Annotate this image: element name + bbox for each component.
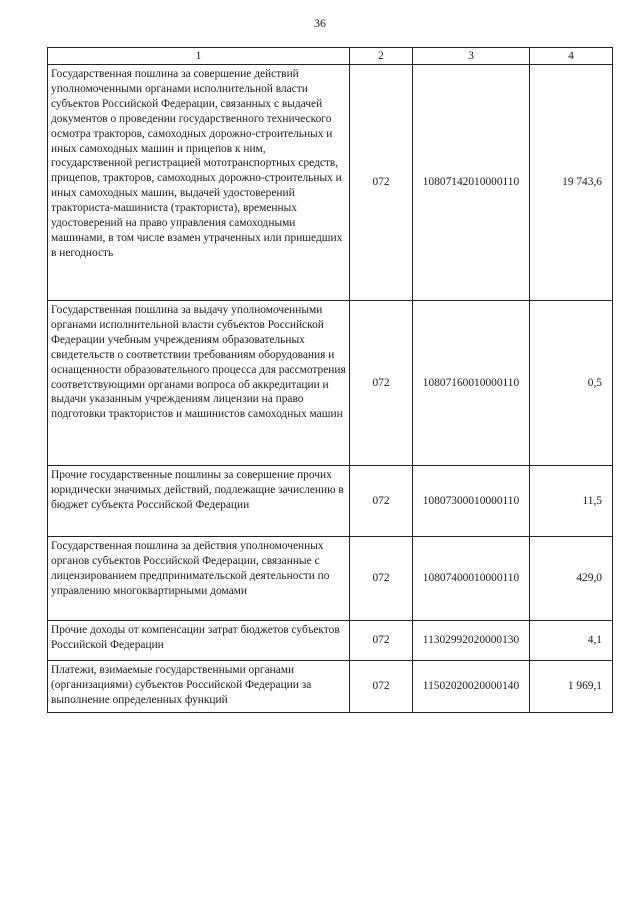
page-number: 36: [314, 16, 326, 30]
revenue-name: Платежи, взимаемые государственными органами (организациями) субъектов Российской Федерации за выполнение определенных функций: [51, 664, 312, 706]
kbk-cell: 10807142010000110: [413, 65, 530, 301]
revenue-table: [47, 47, 613, 713]
table-row: [48, 621, 613, 661]
revenue-name-cell: [48, 65, 350, 301]
admin-code-cell: 072: [350, 661, 413, 713]
revenue-name-cell: [48, 466, 350, 537]
amount-cell: 1 969,1: [530, 661, 613, 713]
table-header-row: [48, 48, 613, 65]
amount-cell: 11,5: [530, 466, 613, 537]
kbk-cell: 10807160010000110: [413, 301, 530, 466]
revenue-name-cell: [48, 621, 350, 661]
admin-code-cell: 072: [350, 537, 413, 621]
column-header-2: 2: [350, 48, 413, 65]
table-row: [48, 65, 613, 301]
table-row: [48, 537, 613, 621]
kbk-cell: 11302992020000130: [413, 621, 530, 661]
kbk-cell: 10807400010000110: [413, 537, 530, 621]
revenue-name-cell: [48, 537, 350, 621]
column-header-1: 1: [48, 48, 350, 65]
admin-code-cell: 072: [350, 466, 413, 537]
table-row: [48, 466, 613, 537]
revenue-name: Прочие доходы от компенсации затрат бюджетов субъектов Российской Федерации: [51, 624, 340, 651]
revenue-name: Государственная пошлина за совершение действий уполномоченными органами исполнительной власти субъектов Российской Федерации, связанных с выдачей документов о проведении государственного технического осмотра тракторов, самоходных дорожно-строительных и иных самоходных машин и прицепов к ним, государственной регистрацией мототранспортных средств, прицепов, тракторов, самоходных дорожно-строительных и иных самоходных машин, выдачей удостоверений тракториста-машиниста (тракториста), временных удостоверений на право управления самоходными машинами, в том числе взамен утраченных или пришедших в негодность: [51, 68, 343, 259]
column-header-3: 3: [413, 48, 530, 65]
amount-cell: 19 743,6: [530, 65, 613, 301]
kbk-cell: 10807300010000110: [413, 466, 530, 537]
amount-cell: 429,0: [530, 537, 613, 621]
column-header-4: 4: [530, 48, 613, 65]
kbk-cell: 11502020020000140: [413, 661, 530, 713]
admin-code-cell: 072: [350, 621, 413, 661]
revenue-name: Государственная пошлина за действия уполномоченных органов субъектов Российской Федерации, связанные с лицензированием предпринимательской деятельности по управлению многоквартирными домами: [51, 540, 330, 597]
revenue-name-cell: [48, 661, 350, 713]
admin-code-cell: 072: [350, 301, 413, 466]
revenue-name-cell: [48, 301, 350, 466]
table-row: [48, 301, 613, 466]
revenue-name: Государственная пошлина за выдачу уполномоченными органами исполнительной власти субъектов Российской Федерации учебным учреждениям образовательных свидетельств о соответствии требованиям оборудования и оснащенности образовательного процесса для рассмотрения соответствующими органами вопроса об аккредитации и выдачи указанным учреждениям лицензии на право подготовки трактористов и машинистов самоходных машин: [51, 304, 346, 421]
table-row: [48, 661, 613, 713]
amount-cell: 4,1: [530, 621, 613, 661]
revenue-name: Прочие государственные пошлины за совершение прочих юридически значимых действий, подлежащие зачислению в бюджет субъекта Российской Федерации: [51, 469, 344, 511]
admin-code-cell: 072: [350, 65, 413, 301]
amount-cell: 0,5: [530, 301, 613, 466]
